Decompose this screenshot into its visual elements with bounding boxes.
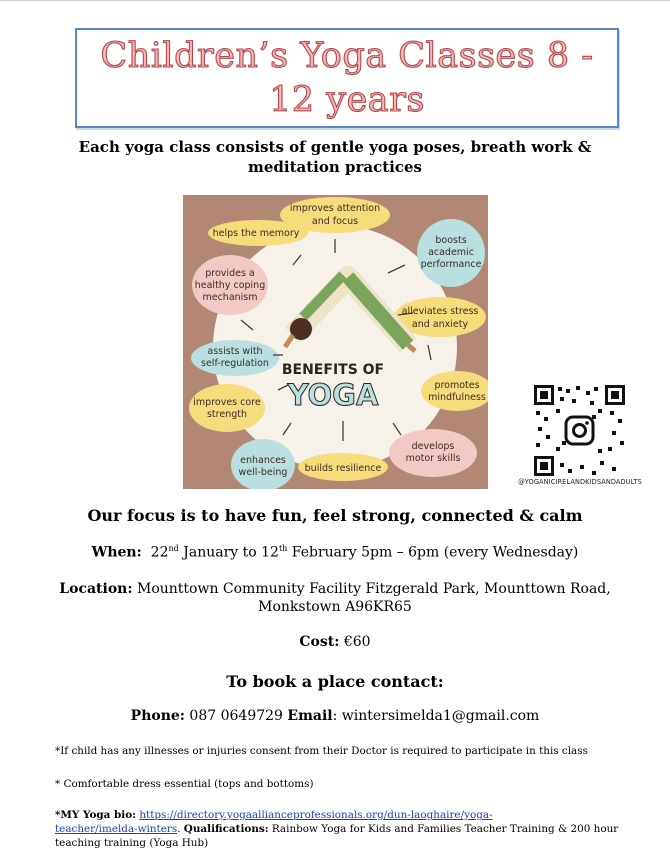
focus-statement: Our focus is to have fun, feel strong, connected & calm bbox=[87, 506, 583, 525]
subtitle-line-2: meditation practices bbox=[247, 158, 422, 176]
qualifications-label: Qualifications: bbox=[183, 823, 269, 835]
benefit-academic-1: boosts bbox=[435, 235, 467, 246]
benefit-regulation-1: assists with bbox=[207, 346, 263, 357]
benefit-wellbeing-1: enhances bbox=[240, 455, 286, 466]
benefit-mindfulness-1: promotes bbox=[434, 380, 480, 391]
benefits-of-yoga-poster bbox=[183, 195, 488, 489]
location-block bbox=[20, 580, 650, 616]
subtitle bbox=[60, 137, 610, 177]
benefit-core-1: improves core bbox=[193, 397, 261, 408]
cost-line bbox=[20, 634, 650, 650]
benefit-mindfulness-2: mindfulness bbox=[428, 392, 486, 403]
benefit-academic-3: performance bbox=[420, 259, 482, 270]
top-border-line bbox=[0, 0, 670, 1]
title-box bbox=[75, 28, 619, 128]
instagram-qr-code bbox=[532, 383, 627, 478]
location-line-2: Monkstown A96KR65 bbox=[258, 599, 412, 615]
yoga-bio: *MY Yoga bio: https://directory.yogaallianceprofessionals.org/dun-laoghaire/yoga- teacher/imelda-winters. Qualifications: Rainbow Yoga for Kids and Families Teacher Training & 200 hour teaching training (Yoga Hub) bbox=[55, 809, 619, 849]
benefit-attention-1: improves attention bbox=[289, 203, 381, 214]
cost-label: Cost: bbox=[299, 634, 340, 650]
phone-label: Phone: bbox=[130, 708, 185, 724]
blob-core bbox=[189, 384, 265, 432]
phone-number: 087 0649729 bbox=[184, 708, 288, 724]
benefit-academic-2: academic bbox=[428, 247, 474, 258]
when-line bbox=[20, 544, 650, 561]
email-address: : wintersimelda1@gmail.com bbox=[332, 708, 540, 724]
benefit-wellbeing-2: well-being bbox=[238, 467, 288, 478]
benefit-resilience: builds resilience bbox=[304, 463, 382, 474]
benefit-stress-1: alleviates stress bbox=[401, 306, 479, 317]
benefit-attention-2: and focus bbox=[311, 216, 359, 227]
qualifications-text: Rainbow Yoga for Kids and Families Teacher Training & 200 hour bbox=[268, 823, 619, 835]
title-line-1: Children’s Yoga Classes 8 - bbox=[100, 36, 594, 76]
subtitle-line-1: Each yoga class consists of gentle yoga poses, breath work & bbox=[78, 138, 592, 156]
benefit-motor-2: motor skills bbox=[405, 453, 461, 464]
when-sup2: th bbox=[278, 544, 288, 553]
benefit-core-2: strength bbox=[206, 409, 248, 420]
booking-heading: To book a place contact: bbox=[226, 672, 444, 691]
location-label: Location: bbox=[59, 581, 133, 597]
instagram-handle: @YOGANICIRELANDKIDSANDADULTS bbox=[518, 478, 642, 486]
bio-link[interactable]: https://directory.yogaallianceprofessionals.org/dun-laoghaire/yoga- teacher/imelda-winters bbox=[55, 809, 493, 835]
poster-heading: BENEFITS OF bbox=[281, 362, 385, 378]
benefit-regulation-2: self-regulation bbox=[201, 358, 269, 369]
benefit-coping-3: mechanism bbox=[202, 292, 258, 303]
benefit-memory: helps the memory bbox=[212, 228, 300, 239]
poster-yoga-word: YOGA bbox=[287, 378, 379, 412]
benefit-stress-2: and anxiety bbox=[411, 319, 469, 330]
cost-value: €60 bbox=[339, 634, 371, 650]
benefit-coping-2: healthy coping bbox=[194, 280, 266, 291]
contact-line bbox=[20, 708, 650, 724]
dress-code-note: * Comfortable dress essential (tops and bottoms) bbox=[55, 778, 314, 790]
location-line-1: Mounttown Community Facility Fitzgerald Park, Mounttown Road, bbox=[132, 581, 611, 597]
title-line-2: 12 years bbox=[269, 80, 425, 120]
bio-label: *MY Yoga bio: bbox=[55, 809, 137, 821]
when-sup1: nd bbox=[168, 544, 179, 553]
medical-consent-note: *If child has any illnesses or injuries consent from their Doctor is required to participate in this class bbox=[55, 745, 588, 757]
benefit-coping-1: provides a bbox=[205, 268, 255, 279]
email-label: Email bbox=[287, 708, 333, 724]
when-part3: February 5pm – 6pm (every Wednesday) bbox=[287, 544, 579, 561]
page-title bbox=[77, 34, 617, 122]
when-day1: 22 bbox=[150, 544, 169, 561]
when-label: When: bbox=[91, 544, 142, 561]
when-part2: January to 12 bbox=[178, 544, 279, 561]
qualifications-text-2: teaching training (Yoga Hub) bbox=[55, 837, 209, 849]
benefit-motor-1: develops bbox=[411, 441, 455, 452]
